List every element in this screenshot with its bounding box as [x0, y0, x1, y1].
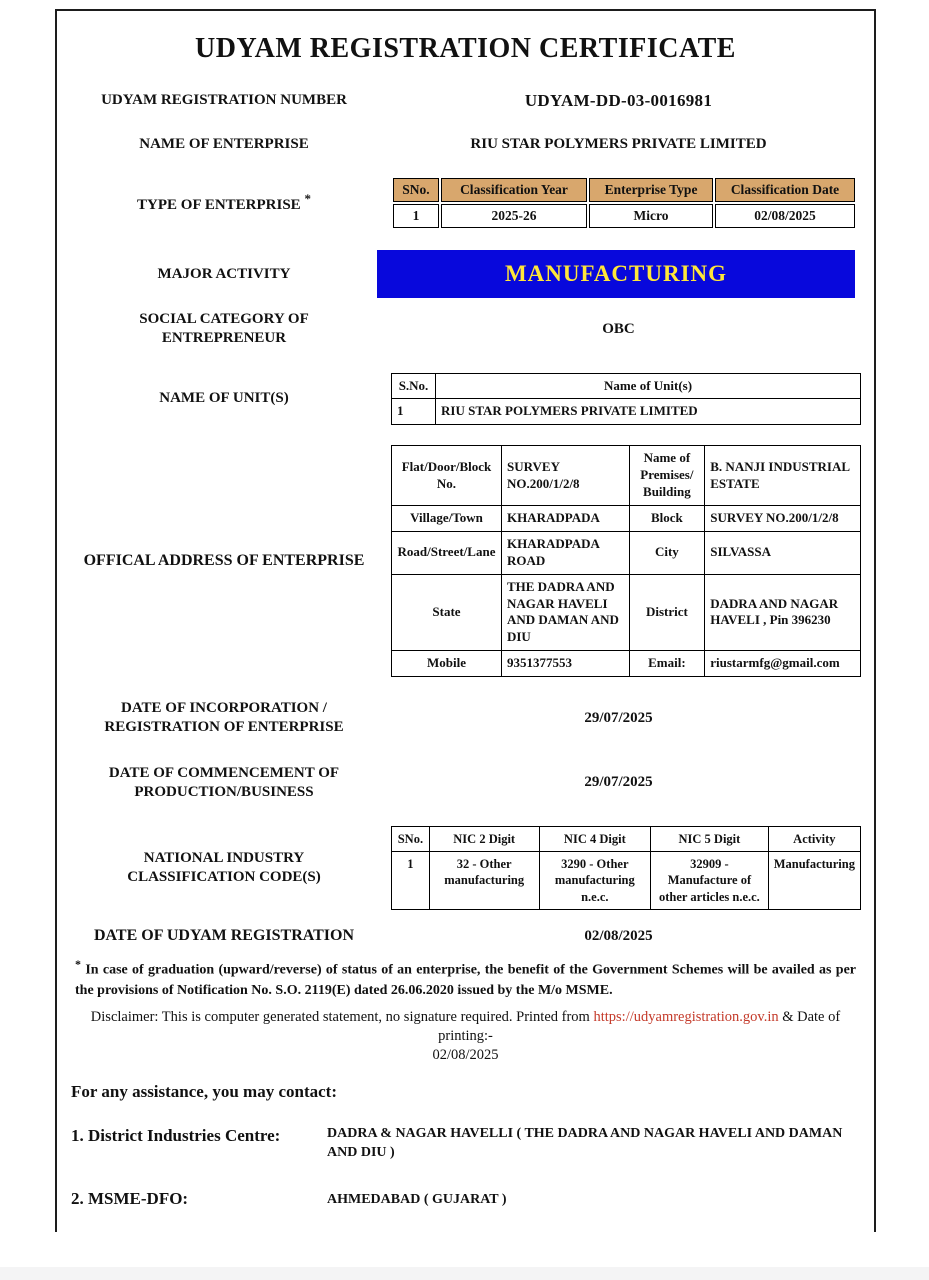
date-incorporation-label: DATE OF INCORPORATION / REGISTRATION OF ENTERPRISE [104, 700, 344, 736]
table-header-row [393, 178, 855, 202]
type-of-enterprise-label: TYPE OF ENTERPRISE * [137, 191, 311, 214]
assistance-heading: For any assistance, you may contact: [71, 1081, 337, 1101]
msme-dfo-row [71, 1187, 860, 1210]
table-row [392, 399, 861, 425]
col-sno: SNo. [392, 826, 430, 851]
district-industries-centre-row [71, 1124, 860, 1163]
district-industries-centre-label: 1. District Industries Centre: [71, 1125, 281, 1145]
major-activity-label: MAJOR ACTIVITY [157, 265, 291, 282]
cell-flat-label: Flat/Door/Block No. [392, 446, 502, 506]
cell-city-label: City [629, 531, 705, 574]
col-classification-year: Classification Year [441, 178, 587, 202]
cell-district-label: District [629, 574, 705, 651]
registration-number-label: UDYAM REGISTRATION NUMBER [101, 92, 347, 109]
cell-sno: 1 [392, 399, 436, 425]
cell-enterprise-type: Micro [589, 204, 713, 228]
date-udyam-registration-value: 02/08/2025 [584, 927, 653, 944]
date-incorporation-value: 29/07/2025 [584, 709, 653, 726]
type-of-enterprise-row [71, 176, 860, 230]
cell-village-value: KHARADPADA [501, 506, 629, 532]
cell-sno: 1 [392, 852, 430, 910]
units-table [391, 373, 861, 426]
cell-flat-value: SURVEY NO.200/1/2/8 [501, 446, 629, 506]
footnote-asterisk: * [75, 957, 81, 972]
cell-state-value: THE DADRA AND NAGAR HAVELI AND DAMAN AND DIU [501, 574, 629, 651]
date-commencement-row [71, 764, 860, 802]
col-activity: Activity [768, 826, 860, 851]
date-commencement-label: DATE OF COMMENCEMENT OF PRODUCTION/BUSINESS [108, 764, 340, 800]
table-row [392, 574, 861, 651]
cell-road-label: Road/Street/Lane [392, 531, 502, 574]
col-sno: S.No. [392, 373, 436, 399]
nic-table [391, 826, 861, 910]
col-classification-date: Classification Date [715, 178, 855, 202]
printing-date: 02/08/2025 [432, 1046, 499, 1063]
nic-codes-label: NATIONAL INDUSTRY CLASSIFICATION CODE(S) [127, 849, 321, 885]
date-udyam-registration-row [71, 926, 860, 946]
table-row [393, 204, 855, 228]
cell-nic4: 3290 - Other manufacturing n.e.c. [539, 852, 651, 910]
cell-premises-value: B. NANJI INDUSTRIAL ESTATE [705, 446, 861, 506]
table-header-row [392, 373, 861, 399]
cell-nic2: 32 - Other manufacturing [429, 852, 539, 910]
col-nic5: NIC 5 Digit [651, 826, 769, 851]
date-commencement-value: 29/07/2025 [584, 774, 653, 791]
cell-sno: 1 [393, 204, 439, 228]
district-industries-centre-value: DADRA & NAGAR HAVELLI ( THE DADRA AND NAGAR HAVELI AND DAMAN AND DIU ) [327, 1125, 843, 1161]
col-unit-name: Name of Unit(s) [436, 373, 861, 399]
table-row [392, 506, 861, 532]
address-table [391, 445, 861, 677]
table-row [392, 446, 861, 506]
disclaimer-text: Disclaimer: This is computer generated statement, no signature required. Printed from https://udyamregistration.gov.in & Date of printing:- [90, 1008, 841, 1045]
major-activity-row [71, 250, 860, 298]
official-address-row [71, 445, 860, 677]
col-enterprise-type: Enterprise Type [589, 178, 713, 202]
graduation-footnote: * In case of graduation (upward/reverse) of status of an enterprise, the benefit of the Government Schemes will be availed as per the provisions of Notification No. S.O. 2119(E) dated 26.06.2020 issued by the M/o MSME. [75, 957, 856, 999]
msme-dfo-label: 2. MSME-DFO: [71, 1188, 189, 1208]
table-header-row [392, 826, 861, 851]
date-incorporation-row [71, 699, 860, 737]
page-title: UDYAM REGISTRATION CERTIFICATE [195, 33, 736, 64]
official-address-label: OFFICAL ADDRESS OF ENTERPRISE [83, 552, 365, 569]
cell-mobile-label: Mobile [392, 651, 502, 677]
col-nic4: NIC 4 Digit [539, 826, 651, 851]
certificate-content [57, 11, 874, 1210]
date-udyam-registration-label: DATE OF UDYAM REGISTRATION [93, 926, 355, 944]
enterprise-type-table [391, 176, 857, 230]
enterprise-name-row [71, 135, 860, 154]
enterprise-name-label: NAME OF ENTERPRISE [139, 136, 309, 152]
cell-classification-date: 02/08/2025 [715, 204, 855, 228]
cell-block-label: Block [629, 506, 705, 532]
cell-district-value: DADRA AND NAGAR HAVELI , Pin 396230 [705, 574, 861, 651]
cell-unit-name: RIU STAR POLYMERS PRIVATE LIMITED [436, 399, 861, 425]
footnote-asterisk: * [304, 191, 311, 207]
page-edge-strip [0, 1267, 929, 1280]
cell-premises-label: Name of Premises/ Building [629, 446, 705, 506]
social-category-value: OBC [602, 320, 635, 337]
cell-village-label: Village/Town [392, 506, 502, 532]
cell-mobile-value: 9351377553 [501, 651, 629, 677]
enterprise-name-value: RIU STAR POLYMERS PRIVATE LIMITED [470, 136, 767, 153]
cell-nic5: 32909 - Manufacture of other articles n.e.c. [651, 852, 769, 910]
col-nic2: NIC 2 Digit [429, 826, 539, 851]
cell-classification-year: 2025-26 [441, 204, 587, 228]
col-sno: SNo. [393, 178, 439, 202]
cell-email-value: riustarmfg@gmail.com [705, 651, 861, 677]
cell-activity: Manufacturing [768, 852, 860, 910]
social-category-label: SOCIAL CATEGORY OF ENTREPRENEUR [139, 311, 309, 347]
social-category-row [71, 310, 860, 348]
nic-codes-row [71, 826, 860, 910]
registration-number-row [71, 91, 860, 111]
table-row [392, 852, 861, 910]
table-row [392, 531, 861, 574]
name-of-units-label: NAME OF UNIT(S) [159, 390, 289, 407]
cell-email-label: Email: [629, 651, 705, 677]
udyam-registration-link[interactable]: https://udyamregistration.gov.in [593, 1008, 779, 1025]
name-of-units-row [71, 373, 860, 426]
cell-city-value: SILVASSA [705, 531, 861, 574]
cell-road-value: KHARADPADA ROAD [501, 531, 629, 574]
msme-dfo-value: AHMEDABAD ( GUJARAT ) [327, 1191, 507, 1207]
major-activity-banner: MANUFACTURING [377, 250, 855, 298]
cell-block-value: SURVEY NO.200/1/2/8 [705, 506, 861, 532]
table-row [392, 651, 861, 677]
registration-number-value: UDYAM-DD-03-0016981 [524, 91, 713, 110]
cell-state-label: State [392, 574, 502, 651]
